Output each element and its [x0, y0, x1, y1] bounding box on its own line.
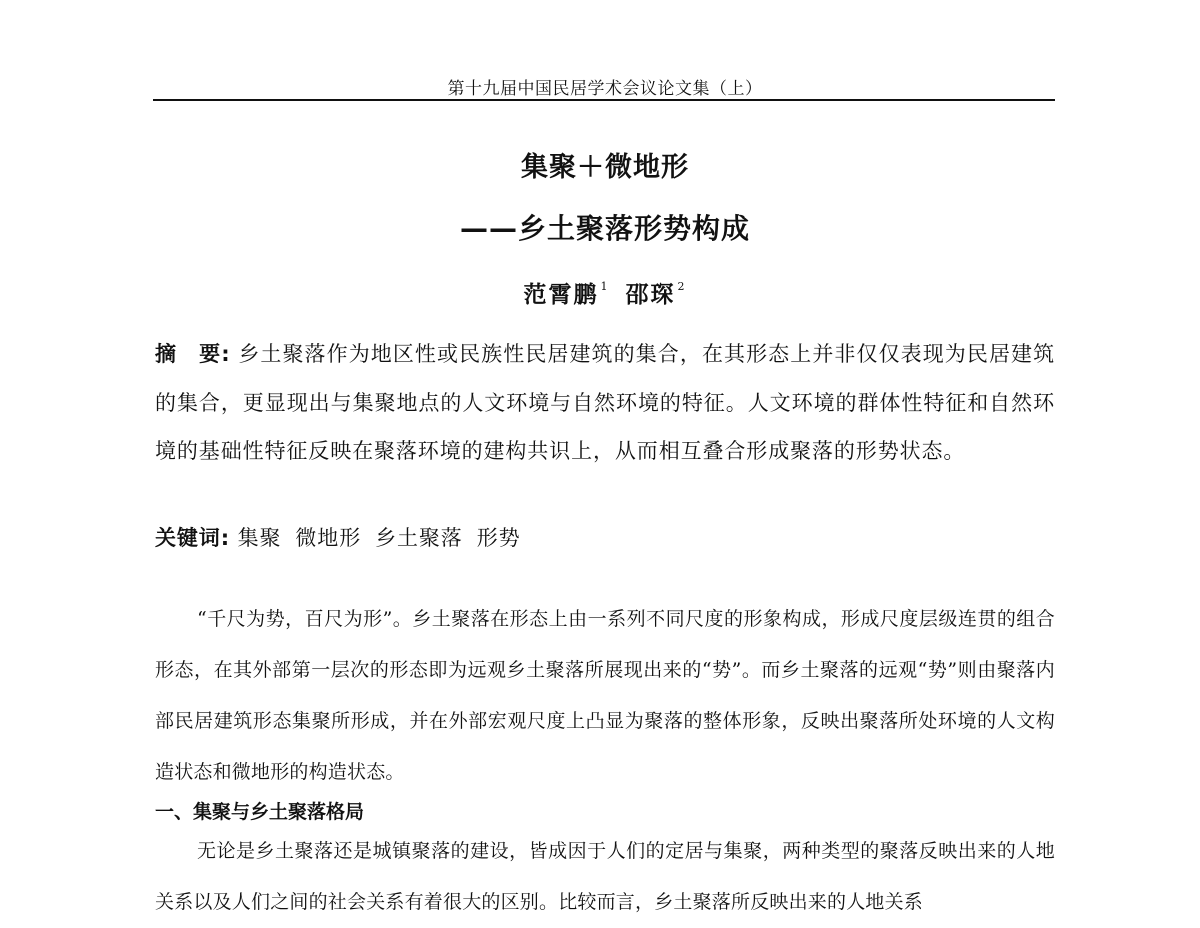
body-paragraph: “千尺为势，百尺为形”。乡土聚落在形态上由一系列不同尺度的形象构成，形成尺度层级连贯的组合形态，在其外部第一层次的形态即为远观乡土聚落所展现出来的“势”。而乡土聚落的远观“势”则由聚落内部民居建筑形态集聚所形成，并在外部宏观尺度上凸显为聚落的整体形象，反映出聚落所处环境的人文构造状态和微地形的构造状态。: [155, 608, 1055, 783]
keyword: 形势: [476, 526, 521, 550]
abstract-text: 乡土聚落作为地区性或民族性民居建筑的集合，在其形态上并非仅仅表现为民居建筑的集合，更显现出与集聚地点的人文环境与自然环境的特征。人文环境的群体性特征和自然环境的基础性特征反映在聚落环境的建构共识上，从而相互叠合形成聚落的形势状态。: [155, 342, 1056, 463]
affiliation-mark: 2: [677, 280, 687, 293]
abstract-label: 摘 要:: [155, 342, 231, 366]
abstract: [155, 330, 1055, 476]
keyword: 乡土聚落: [375, 526, 463, 550]
header-rule: [153, 99, 1055, 101]
author-list: [155, 276, 1055, 309]
author-name: 范霄鹏: [523, 281, 599, 308]
keywords-label: 关键词:: [155, 526, 230, 550]
running-header: 第十九届中国民居学术会议论文集（上）: [447, 79, 763, 99]
body-paragraph: 无论是乡土聚落还是城镇聚落的建设，皆成因于人们的定居与集聚，两种类型的聚落反映出来的人地关系以及人们之间的社会关系有着很大的区别。比较而言，乡土聚落所反映出来的人地关系: [155, 840, 1055, 913]
keywords: [155, 522, 1055, 554]
author-name: 邵琛: [625, 281, 676, 308]
paper-title: 集聚＋微地形: [521, 152, 689, 183]
paper-subtitle: ——乡土聚落形势构成: [459, 212, 750, 245]
keyword: 微地形: [295, 526, 362, 550]
keyword: 集聚: [237, 526, 282, 550]
section-heading: 一、集聚与乡土聚落格局: [155, 801, 365, 823]
affiliation-mark: 1: [600, 280, 610, 293]
